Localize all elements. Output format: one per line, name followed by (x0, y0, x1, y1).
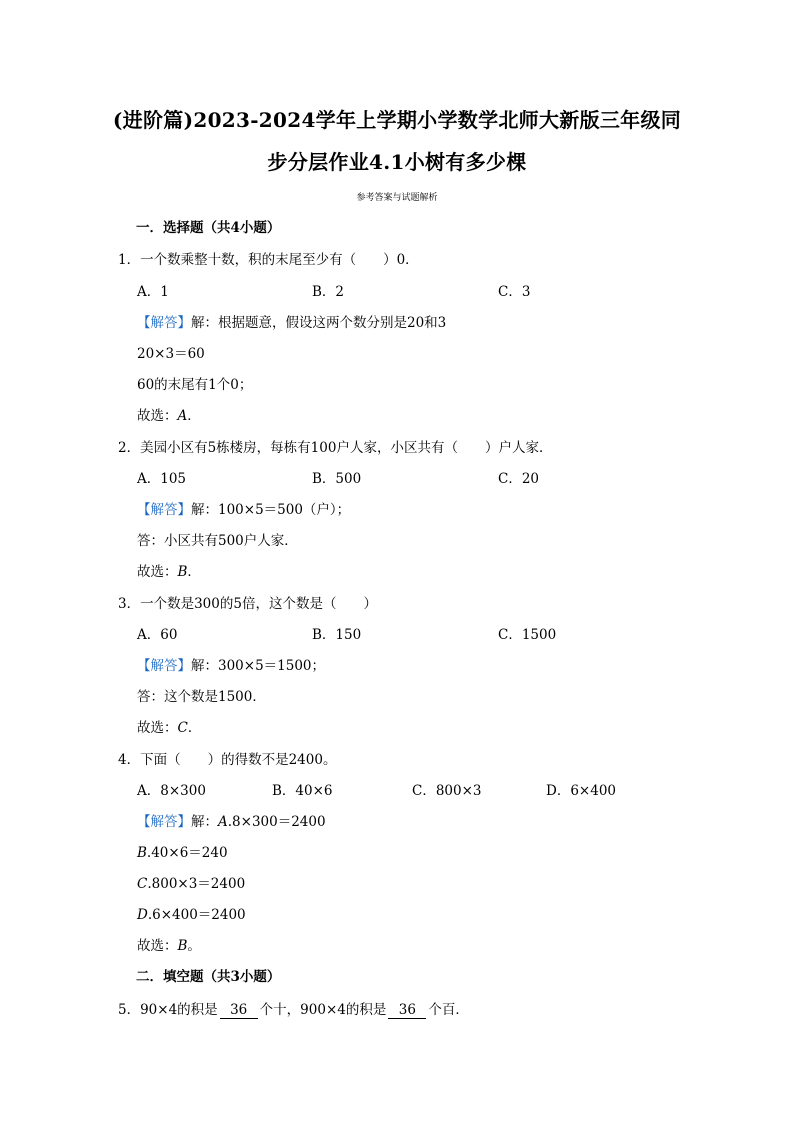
question-4-option-b: B．40×6 (272, 783, 333, 799)
document-title-line-1: (进阶篇)2023-2024学年上学期小学数学北师大新版三年级同 (112, 108, 682, 132)
question-3-option-c: C．1500 (498, 627, 557, 643)
answer-letter: B (137, 845, 147, 861)
question-4-answer-line-3 (137, 872, 245, 892)
question-4-option-d: D．6×400 (546, 783, 616, 799)
section-heading-fill: 二．填空题（共3小题） (136, 969, 281, 985)
answer-text: .6×400＝2400 (147, 907, 246, 923)
question-2-option-c: C．20 (498, 471, 540, 487)
question-1-answer-line-1 (137, 311, 446, 331)
question-2-answer-line-2: 答：小区共有500户人家． (137, 533, 298, 549)
document-title-line-2: 步分层作业4.1小树有多少棵 (267, 150, 527, 174)
answer-text: .800×3＝2400 (147, 876, 246, 892)
choice-letter: B (177, 938, 188, 954)
choice-suffix: ． (187, 720, 202, 736)
question-4-answer-line-4 (137, 903, 246, 923)
answer-tag: 【解答】 (137, 658, 191, 674)
question-3-option-a: A．60 (137, 627, 178, 643)
choice-suffix: ． (187, 564, 201, 580)
question-4-stem: 4．下面（ ）的得数不是2400。 (118, 752, 337, 768)
document-subtitle: 参考答案与试题解析 (356, 193, 438, 203)
question-3-choice (137, 716, 201, 736)
choice-prefix: 故选： (137, 938, 178, 954)
answer-letter: C (137, 876, 148, 892)
question-2-stem: 2．美园小区有5栋楼房，每栋有100户人家，小区共有（ ）户人家． (118, 440, 553, 456)
question-2-choice (137, 560, 201, 580)
question-4-answer-line-2 (137, 841, 228, 861)
q5-blank-2: 36 (388, 1002, 426, 1019)
choice-letter: C (177, 720, 188, 736)
q5-blank-1: 36 (220, 1002, 258, 1019)
question-1-option-c: C．3 (498, 284, 531, 300)
section-heading-choice: 一．选择题（共4小题） (136, 220, 281, 236)
answer-prefix: 解： (191, 814, 218, 830)
question-4-answer-line-1 (137, 810, 326, 830)
question-1-choice (137, 404, 201, 424)
answer-letter: A (218, 814, 228, 830)
choice-letter: B (177, 564, 188, 580)
question-4-option-c: C．800×3 (412, 783, 482, 799)
choice-suffix: ． (187, 408, 201, 424)
answer-text: .8×300＝2400 (227, 814, 326, 830)
choice-prefix: 故选： (137, 720, 178, 736)
question-1-stem: 1．一个数乘整十数，积的末尾至少有（ ）0． (118, 252, 419, 268)
question-3-answer-line-1 (137, 654, 325, 674)
q5-text-3: 个百． (428, 1002, 469, 1018)
q5-text-1: 5．90×4的积是 (118, 1002, 218, 1018)
answer-text: 解：根据题意，假设这两个数分别是20和3 (191, 315, 447, 331)
q5-text-2: 个十，900×4的积是 (259, 1002, 387, 1018)
question-4-choice (137, 934, 201, 954)
answer-text: 解：100×5＝500（户）； (191, 502, 351, 518)
choice-prefix: 故选： (137, 408, 178, 424)
question-1-answer-line-2: 20×3＝60 (137, 346, 205, 362)
answer-tag: 【解答】 (137, 502, 191, 518)
answer-tag: 【解答】 (137, 814, 191, 830)
question-3-option-b: B．150 (312, 627, 362, 643)
choice-suffix: 。 (187, 938, 201, 954)
question-3-answer-line-2: 答：这个数是1500． (137, 689, 266, 705)
question-4-option-a: A．8×300 (137, 783, 206, 799)
answer-text: 解：300×5＝1500； (191, 658, 326, 674)
question-2-answer-line-1 (137, 498, 350, 518)
question-1-option-b: B．2 (312, 284, 345, 300)
choice-prefix: 故选： (137, 564, 178, 580)
choice-letter: A (177, 408, 188, 424)
question-1-option-a: A．1 (137, 284, 169, 300)
answer-text: .40×6＝240 (146, 845, 228, 861)
question-2-option-a: A．105 (137, 471, 187, 487)
answer-tag: 【解答】 (137, 315, 191, 331)
question-1-answer-line-3: 60的末尾有1个0； (137, 377, 253, 393)
answer-letter: D (137, 907, 148, 923)
question-3-stem: 3．一个数是300的5倍，这个数是（ ） (118, 596, 377, 612)
question-5-stem (118, 998, 469, 1019)
question-2-option-b: B．500 (312, 471, 362, 487)
